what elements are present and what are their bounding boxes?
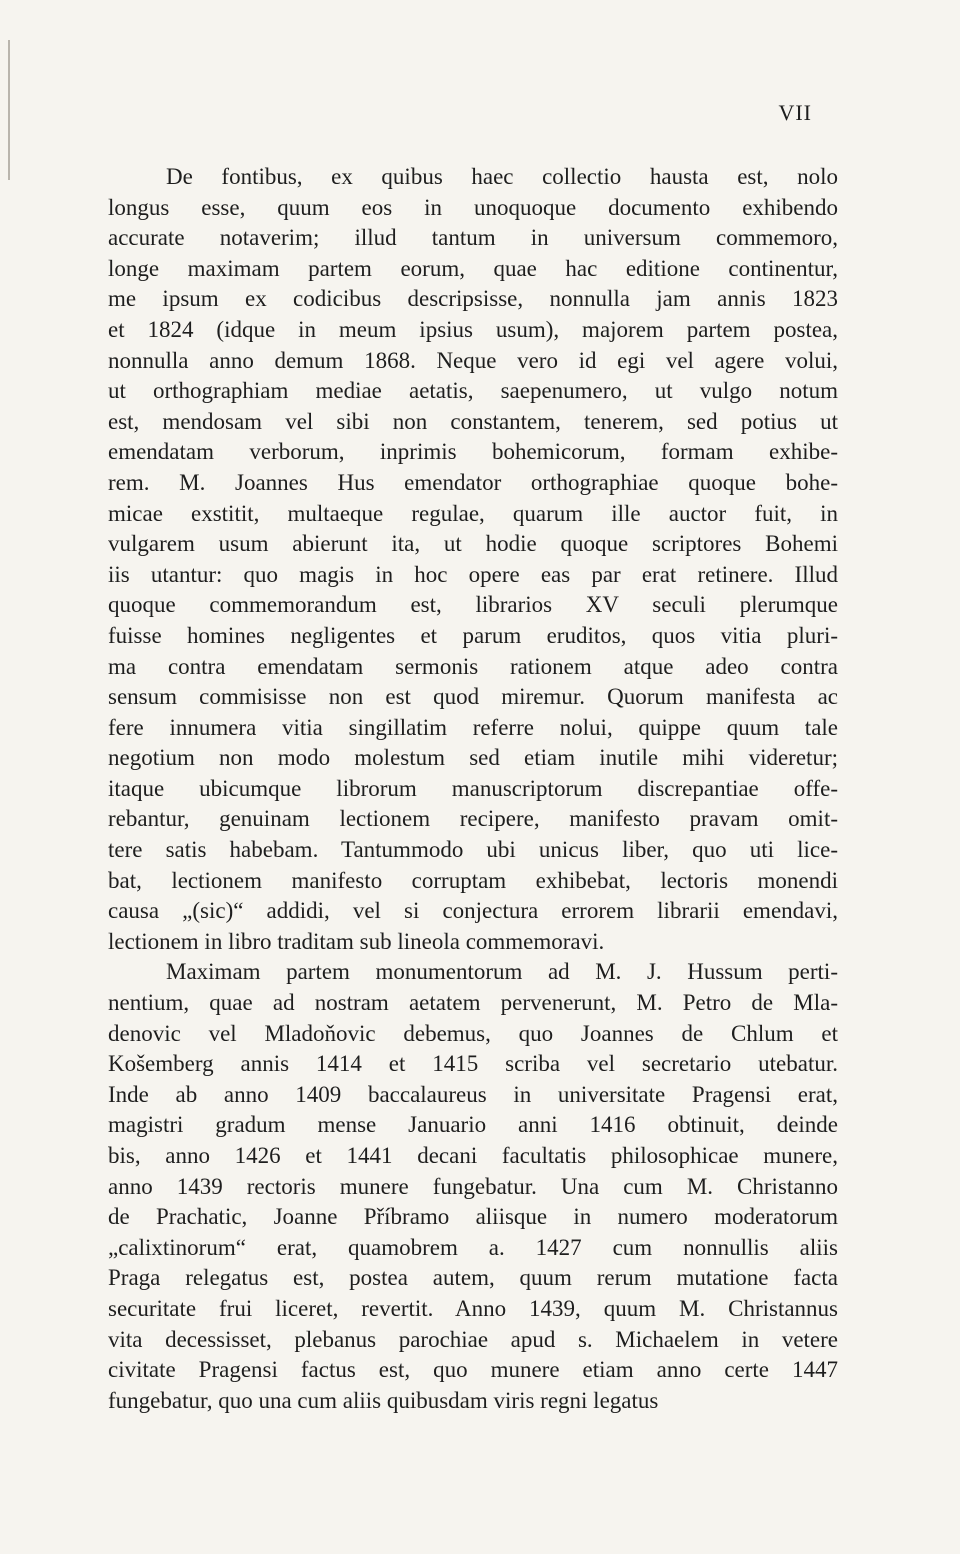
text-line: me ipsum ex codicibus descripsisse, nonnulla jam annis 1823 [108,286,838,312]
text-line: fere innumera vitia singillatim referre nolui, quippe quum tale [108,714,838,740]
text-line: Inde ab anno 1409 baccalaureus in universitate Pragensi erat, [108,1081,838,1107]
text-line: De fontibus, ex quibus haec collectio hausta est, nolo [166,164,838,189]
text-line: magistri gradum mense Januario anni 1416 obtinuit, deinde [108,1112,838,1138]
text-line: fuisse homines negligentes et parum eruditos, quos vitia pluri- [108,622,838,648]
text-line: bis, anno 1426 et 1441 decani facultatis philosophicae munere, [108,1143,838,1168]
text-line: rem. M. Joannes Hus emendator orthographiae quoque bohe- [108,469,838,495]
text-line: ma contra emendatam sermonis rationem atque adeo contra [108,653,838,679]
text-line: vulgarem usum abierunt ita, ut hodie quoque scriptores Bohemi [108,531,838,557]
text-line: securitate frui liceret, revertit. Anno 1439, quum M. Christannus [108,1295,838,1321]
text-line: fungebatur, quo una cum aliis quibusdam viris regni legatus [108,1387,659,1413]
text-line: emendatam verborum, inprimis bohemicorum, formam exhibe- [108,439,838,465]
text-line: sensum commisisse non est quod miremur. Quorum manifesta ac [108,684,838,710]
text-line: „calixtinorum“ erat, quamobrem a. 1427 cum nonnullis aliis [108,1234,838,1260]
text-line: nentium, quae ad nostram aetatem pervenerunt, M. Petro de Mla- [108,990,838,1016]
text-line: iis utantur: quo magis in hoc opere eas par erat retinere. Illud [108,561,838,587]
page-edge-shadow [8,40,10,180]
body-text [108,162,838,1416]
text-line: quoque commemorandum est, librarios XV seculi plerumque [108,592,838,618]
text-line: lectionem in libro traditam sub lineola commemoravi. [108,928,605,954]
text-line: nonnulla anno demum 1868. Neque vero id egi vel agere volui, [108,347,838,373]
text-line: denovic vel Mladoňovic debemus, quo Joannes de Chlum et [108,1020,838,1046]
text-line: anno 1439 rectoris munere fungebatur. Una cum M. Christanno [108,1173,838,1199]
text-line: longe maximam partem eorum, quae hac editione continentur, [108,255,838,281]
text-line: Košemberg annis 1414 et 1415 scriba vel secretario utebatur. [108,1051,838,1077]
text-line: Praga relegatus est, postea autem, quum rerum mutatione facta [108,1265,838,1291]
text-line: micae exstitit, multaeque regulae, quarum ille auctor fuit, in [108,500,838,526]
text-line: est, mendosam vel sibi non constantem, tenerem, sed potius ut [108,408,838,434]
page-number: VII [778,100,812,125]
text-line: itaque ubicumque librorum manuscriptorum discrepantiae offe- [108,775,838,801]
text-line: de Prachatic, Joanne Příbramo aliisque in numero moderatorum [108,1204,838,1230]
text-line: et 1824 (idque in meum ipsius usum), majorem partem postea, [108,316,838,342]
text-line: longus esse, quum eos in unoquoque documento exhibendo [108,194,838,220]
text-line: vita decessisset, plebanus parochiae apud s. Michaelem in vetere [108,1326,838,1352]
text-line: accurate notaverim; illud tantum in universum commemoro, [108,225,838,251]
text-line: Maximam partem monumentorum ad M. J. Hussum perti- [166,959,838,985]
text-line: rebantur, genuinam lectionem recipere, manifesto pravam omit- [108,806,838,832]
text-line: causa „(sic)“ addidi, vel si conjectura errorem librarii emendavi, [108,898,838,924]
text-line: tere satis habebam. Tantummodo ubi unicus liber, quo uti lice- [108,837,838,863]
text-line: negotium non modo molestum sed etiam inutile mihi videretur; [108,745,838,771]
text-line: ut orthographiam mediae aetatis, saepenumero, ut vulgo notum [108,378,838,404]
text-line: bat, lectionem manifesto corruptam exhibebat, lectoris monendi [108,867,838,893]
text-line: civitate Pragensi factus est, quo munere etiam anno certe 1447 [108,1357,838,1383]
